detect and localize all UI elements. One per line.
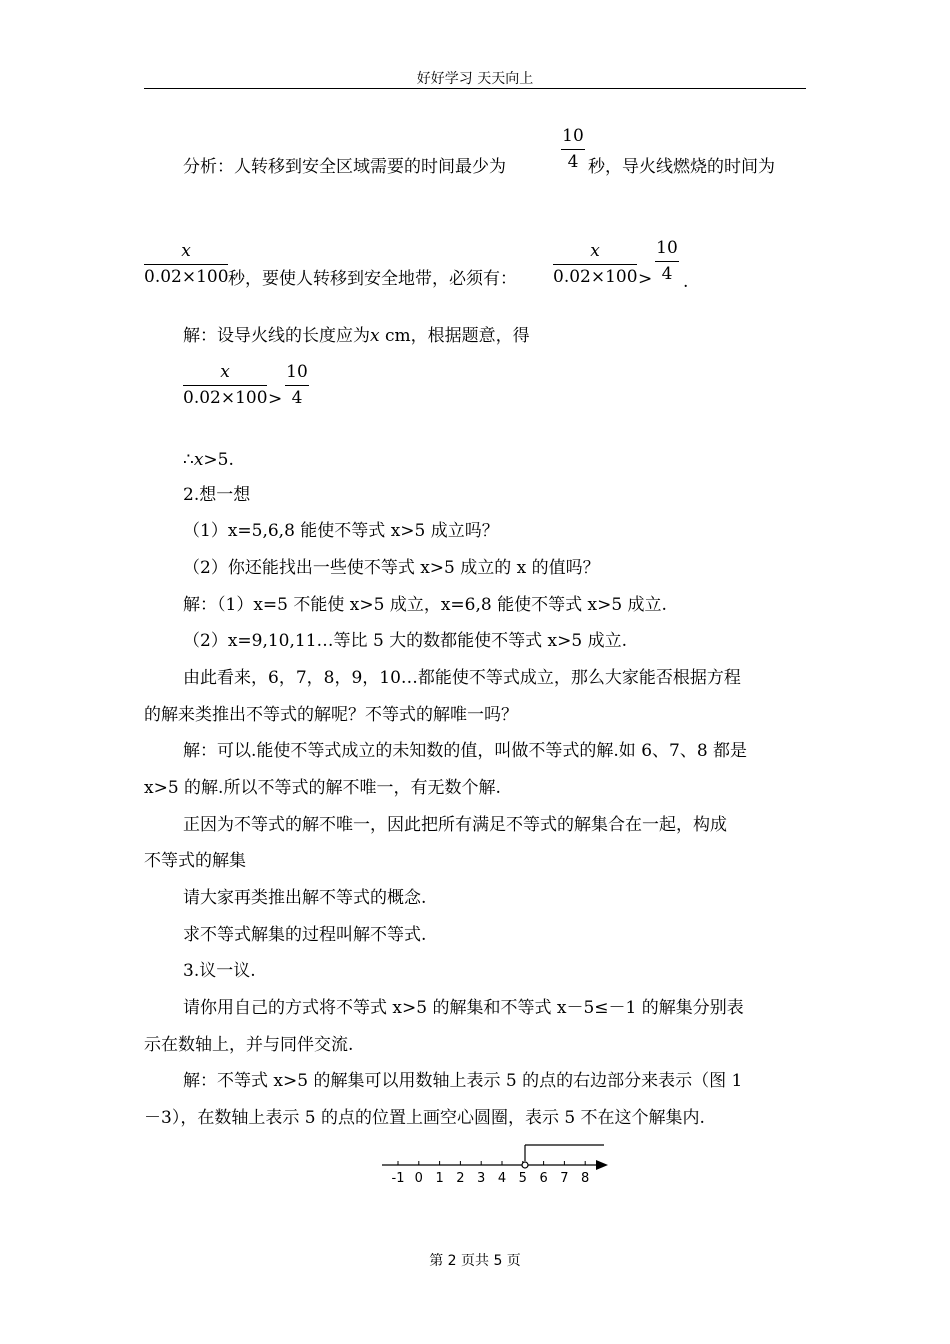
variable-x: x	[193, 450, 204, 470]
arrow-head-icon	[596, 1160, 608, 1170]
body-line: 请大家再类推出解不等式的概念.	[183, 888, 427, 908]
body-line: （2）你还能找出一些使不等式 x>5 成立的 x 的值吗？	[183, 558, 600, 578]
body-line: 3.议一议.	[183, 961, 256, 981]
analysis-line1-suffix: 秒，导火线燃烧的时间为	[588, 157, 775, 177]
page-footer: 第 2 页共 5 页	[429, 1253, 521, 1269]
solution-line	[183, 326, 530, 346]
header-rule	[144, 88, 806, 89]
body-line: 正因为不等式的解不唯一，因此把所有满足不等式的解集合在一起，构成	[183, 815, 727, 835]
body-line: 的解来类推出不等式的解呢？不等式的解唯一吗？	[144, 705, 518, 725]
fraction-numerator: x	[181, 241, 191, 261]
fraction-denominator: 0.02×100	[144, 267, 229, 287]
open-circle-icon	[522, 1162, 528, 1168]
tick-label: 5	[518, 1171, 527, 1186]
body-line: 不等式的解集	[144, 851, 246, 871]
fraction-numerator: 10	[656, 238, 678, 258]
solution-line-prefix: 解：设导火线的长度应为	[183, 326, 370, 346]
therefore-line	[183, 450, 234, 470]
fraction-denominator: 0.02×100	[553, 267, 638, 287]
greater-than-sign: >	[638, 269, 653, 289]
fraction-denominator: 4	[567, 152, 579, 172]
body-line: 由此看来，6，7，8，9，10…都能使不等式成立，那么大家能否根据方程	[183, 668, 741, 688]
tick-label: 7	[560, 1171, 569, 1186]
body-line: x>5 的解.所以不等式的解不唯一，有无数个解.	[144, 778, 501, 798]
body-line: 示在数轴上，并与同伴交流.	[144, 1035, 354, 1055]
greater-than-sign: >	[268, 389, 283, 409]
fraction-x-over-denominator	[553, 241, 637, 287]
tick-label: 1	[435, 1171, 444, 1186]
fraction-10-over-4	[285, 362, 309, 408]
therefore-symbol: ∴	[183, 450, 194, 470]
body-line: －3），在数轴上表示 5 的点的位置上画空心圆圈，表示 5 不在这个解集内.	[144, 1108, 705, 1128]
body-line: 解：（1）x=5 不能使 x>5 成立，x=6,8 能使不等式 x>5 成立.	[183, 595, 667, 615]
body-line: 解：可以.能使不等式成立的未知数的值，叫做不等式的解.如 6、7、8 都是	[183, 741, 748, 761]
body-line: （2）x=9,10,11…等比 5 大的数都能使不等式 x>5 成立.	[183, 631, 628, 651]
fraction-denominator: 4	[661, 264, 673, 284]
tick-label: 2	[456, 1171, 465, 1186]
fraction-numerator: 10	[562, 126, 584, 146]
tick-label: -1	[391, 1171, 405, 1186]
tick-label: 3	[477, 1171, 486, 1186]
tick-label: 4	[497, 1171, 507, 1186]
body-line: 求不等式解集的过程叫解不等式.	[183, 925, 427, 945]
page-header: 好好学习 天天向上	[416, 71, 534, 87]
fraction-denominator: 0.02×100	[183, 388, 268, 408]
period: .	[683, 272, 689, 292]
number-line-figure	[370, 1138, 620, 1190]
fraction-numerator: 10	[286, 362, 308, 382]
fraction-10-over-4	[655, 238, 679, 284]
body-line: 请你用自己的方式将不等式 x>5 的解集和不等式 x－5≤－1 的解集分别表	[183, 998, 744, 1018]
variable-x: x	[370, 326, 380, 346]
tick-label: 8	[581, 1171, 590, 1186]
fraction-numerator: x	[220, 362, 230, 382]
fraction-denominator: 4	[291, 388, 303, 408]
fraction-numerator: x	[590, 241, 600, 261]
tick-label: 6	[539, 1171, 548, 1186]
body-line: 2.想一想	[183, 485, 251, 505]
fraction-10-over-4	[561, 126, 585, 172]
fraction-x-over-denominator	[144, 241, 228, 287]
therefore-rest: >5.	[203, 450, 234, 470]
analysis-line1-prefix: 分析：人转移到安全区域需要的时间最少为	[183, 157, 506, 177]
solution-line-suffix: cm，根据题意，得	[379, 326, 530, 346]
fraction-x-over-denominator	[183, 362, 267, 408]
body-line: 解：不等式 x>5 的解集可以用数轴上表示 5 的点的右边部分来表示（图 1	[183, 1071, 743, 1091]
analysis-line2-mid: 秒，要使人转移到安全地带，必须有：	[228, 269, 517, 289]
body-line: （1）x=5,6,8 能使不等式 x>5 成立吗？	[183, 521, 499, 541]
tick-label: 0	[414, 1171, 423, 1186]
